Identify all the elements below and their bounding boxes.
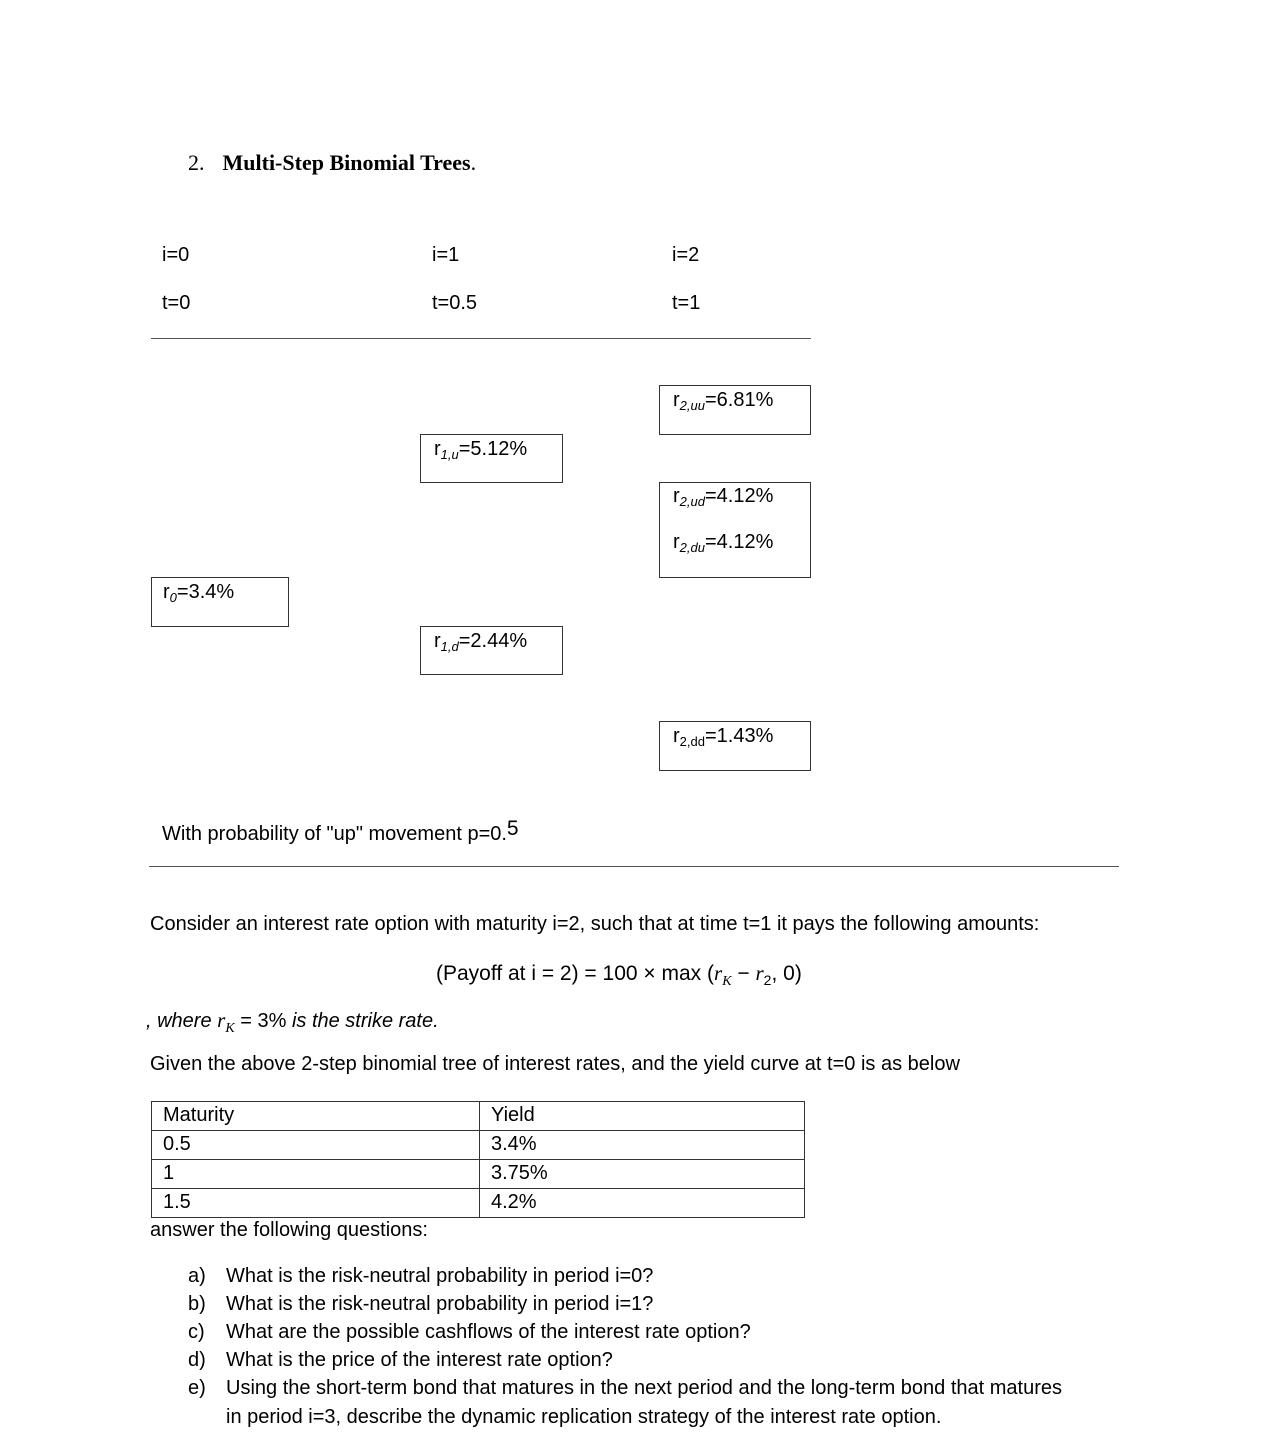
node-r1-d-symbol: r xyxy=(434,630,441,652)
maturity-cell: 1 xyxy=(152,1160,480,1189)
where-var-subscript: K xyxy=(225,1021,235,1036)
header-divider xyxy=(151,338,811,339)
given-text: Given the above 2-step binomial tree of interest rates, and the yield curve at t=0 is as below xyxy=(150,1053,960,1075)
column-i1-label: i=1 xyxy=(432,244,460,266)
formula-minus: − xyxy=(731,962,756,985)
node-r1-d-value: =2.44% xyxy=(458,630,528,652)
node-r2-ud-du xyxy=(659,482,811,578)
node-r1-d xyxy=(420,626,563,675)
node-r2-dd-symbol: r xyxy=(673,725,680,747)
option-intro: Consider an interest rate option with maturity i=2, such that at time t=1 it pays the following amounts: xyxy=(150,913,1040,935)
section-title-text: Multi-Step Binomial Trees xyxy=(222,150,471,175)
payoff-formula xyxy=(436,961,802,990)
answer-text: answer the following questions: xyxy=(150,1219,428,1241)
node-r2-dd-value: =1.43% xyxy=(704,725,774,747)
question-a xyxy=(188,1265,653,1288)
question-label: c) xyxy=(188,1321,205,1343)
node-r2-du-value: =4.12% xyxy=(704,531,774,553)
maturity-cell: 0.5 xyxy=(152,1131,480,1160)
question-b xyxy=(188,1293,653,1316)
probability-text xyxy=(162,817,519,846)
header-yield: Yield xyxy=(480,1102,805,1131)
node-r2-uu-value: =6.81% xyxy=(704,389,774,411)
column-i2-label: i=2 xyxy=(672,244,700,266)
section-divider xyxy=(149,866,1119,867)
question-text: What is the risk-neutral probability in period i=1? xyxy=(226,1293,654,1315)
node-r2-uu xyxy=(659,385,811,435)
node-r2-uu-subscript: 2,uu xyxy=(679,398,705,413)
column-t0-label: t=0 xyxy=(162,292,191,314)
node-r2-dd xyxy=(659,721,811,771)
formula-right: , 0) xyxy=(771,962,802,985)
column-i0-label: i=0 xyxy=(162,244,190,266)
node-r2-du-subscript: 2,du xyxy=(679,540,705,555)
question-text: What is the price of the interest rate option? xyxy=(226,1349,613,1371)
question-text: What is the risk-neutral probability in period i=0? xyxy=(226,1265,654,1287)
node-r2-ud-value: =4.12% xyxy=(704,485,774,507)
table-header-row xyxy=(152,1102,805,1131)
formula-rk-symbol: r xyxy=(714,961,723,985)
node-r1-u-symbol: r xyxy=(434,438,441,460)
node-r2-uu-symbol: r xyxy=(673,389,680,411)
where-eq: = 3% xyxy=(234,1010,287,1032)
formula-rk-subscript: K xyxy=(722,974,732,990)
formula-r2-subscript: 2 xyxy=(763,972,772,989)
node-r1-u-value: =5.12% xyxy=(458,438,528,460)
node-r2-dd-subscript: 2,dd xyxy=(679,734,705,749)
section-number: 2. xyxy=(188,150,205,175)
question-label: d) xyxy=(188,1349,206,1371)
node-r1-u xyxy=(420,434,563,483)
maturity-cell: 1.5 xyxy=(152,1189,480,1218)
node-r0-subscript: 0 xyxy=(169,590,177,605)
node-r2-du-symbol: r xyxy=(673,531,680,553)
probability-value-digit: 5 xyxy=(506,817,519,840)
table-row xyxy=(152,1160,805,1189)
question-label: b) xyxy=(188,1293,206,1315)
yield-cell: 4.2% xyxy=(480,1189,805,1218)
node-r2-ud-symbol: r xyxy=(673,485,680,507)
formula-r2-symbol: r xyxy=(755,961,764,985)
node-r1-u-subscript: 1,u xyxy=(440,447,459,462)
question-c xyxy=(188,1321,751,1344)
where-prefix: , where xyxy=(146,1010,218,1032)
node-r0-value: =3.4% xyxy=(176,581,235,603)
node-r2-ud-subscript: 2,ud xyxy=(679,494,705,509)
section-title-period: . xyxy=(470,150,477,175)
question-label: a) xyxy=(188,1265,206,1287)
section-title xyxy=(188,150,476,176)
question-text: Using the short-term bond that matures in the next period and the long-term bond that matures xyxy=(226,1377,1063,1399)
table-row xyxy=(152,1131,805,1160)
node-r1-d-subscript: 1,d xyxy=(440,639,459,654)
yield-cell: 3.4% xyxy=(480,1131,805,1160)
where-var: r xyxy=(217,1008,226,1032)
strike-rate-note xyxy=(146,1008,439,1037)
yield-cell: 3.75% xyxy=(480,1160,805,1189)
yield-curve-table xyxy=(151,1101,805,1218)
header-maturity: Maturity xyxy=(152,1102,480,1131)
node-r0-symbol: r xyxy=(163,581,170,603)
question-label: e) xyxy=(188,1377,206,1399)
node-r0 xyxy=(151,577,289,627)
probability-label: With probability of "up" movement p=0. xyxy=(162,823,507,845)
column-t2-label: t=1 xyxy=(672,292,701,314)
table-row xyxy=(152,1189,805,1218)
question-text: What are the possible cashflows of the interest rate option? xyxy=(226,1321,751,1343)
question-e-continued: in period i=3, describe the dynamic replication strategy of the interest rate option. xyxy=(226,1406,942,1428)
question-d xyxy=(188,1349,613,1372)
where-suffix: is the strike rate. xyxy=(286,1010,439,1032)
formula-left: (Payoff at i = 2) = 100 × max ( xyxy=(436,962,715,985)
question-e xyxy=(188,1377,1062,1400)
column-t1-label: t=0.5 xyxy=(432,292,478,314)
